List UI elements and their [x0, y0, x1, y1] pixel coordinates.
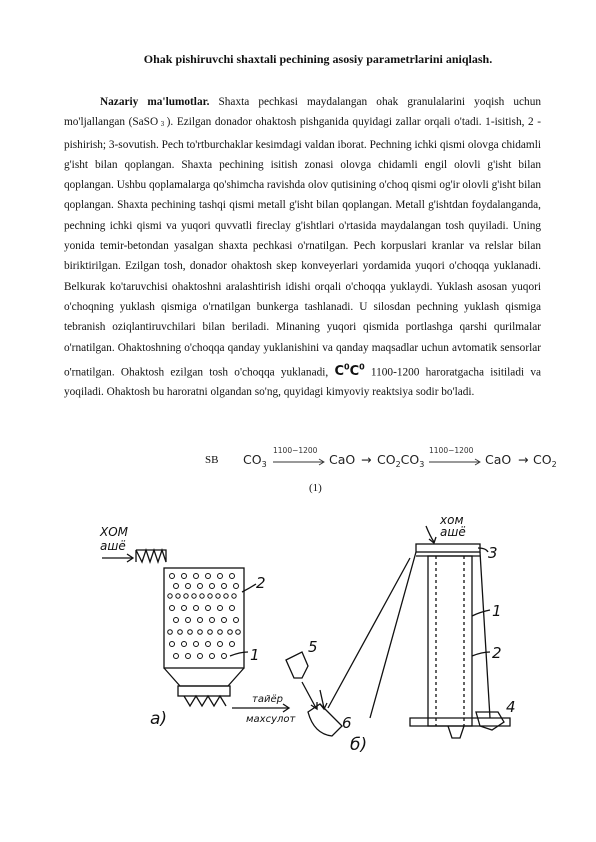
- equation-term-2: CaO: [329, 452, 356, 467]
- leader-1-a: [230, 652, 248, 656]
- feed-hopper-5: [286, 652, 308, 678]
- label-raw-material-a-1: ХОМ: [100, 525, 129, 539]
- feed-arrow-b: [426, 526, 436, 543]
- shaft-hopper-a: [164, 668, 244, 686]
- hopper-arrow-5: [302, 682, 317, 709]
- discharge-box-a: [178, 686, 230, 696]
- degree-celsius-symbol: $C^0C^0$: [334, 362, 365, 380]
- paragraph-text-a: Shaxta pechkasi maydalangan ohak granulalarini yoqish uchun mo'ljallangan (SaSO: [64, 96, 541, 129]
- discharge-feeder-a: [184, 696, 226, 706]
- label-ready: тайёр: [252, 694, 283, 705]
- callout-1-b: 1: [492, 602, 502, 620]
- callout-2-b: 2: [492, 644, 502, 662]
- equation-term-3: $CO_2CO_3$: [377, 452, 425, 469]
- kiln-diagram: [80, 512, 550, 772]
- label-raw-material-b-1: хом: [440, 513, 464, 527]
- equation-term-5: $CO_2$: [533, 452, 557, 469]
- document-title: Ohak pishiruvchi shaxtali pechining asosiy parametrlarini aniqlash.: [143, 52, 493, 66]
- paragraph-text-b: ). Ezilgan donador ohaktosh pishganida quyidagi zallar orqali o'tadi. 1-isitish, 2 - pishirish; 3-sovutish. Pech to'rtburchaklar kesimdagi valdan iborat. Pechning ichki qismi olovga chidamli g'isht bilan qoplangan. Shaxta pechining isitish zonasi olovga chidamli engil olovli g'isht bilan qoplangan. Ushbu qoplamalarga qo'shimcha ravishda olov qutisining o'choq qismi og'ir olovli g'isht bilan qoplangan. Shaxta pechining tashqi qismi metall g'isht bilan qoplangan. Metall g'ishtdan foydalanganda, pechning ichki qismi va yuqori quvvatli fireclay g'ishtlari o'rtasida maydalangan tosh quyiladi. Uning yonida temir-betondan yasalgan shaxta pechkasi o'rnatilgan. Pech korpuslari kranlar va relslar bilan biriktirilgan. Ezilgan tosh, donador ohaktosh skep konveyerlari yordamida yuqori o'choqqa yuklanadi. Belkurak ko'taruvchisi ohaktoshni aralashtirish idishi orqali o'choqqa yuklaydi. Yuklash asosan yuqori o'choqning yuklash qismiga o'rnatilgan bunkerga tashlanadi. U silosdan pechning yuklash qismiga tebranish oziqlantiruvchilari bilan beriladi. Minaning yuqori qismida portlashga qarshi qurilmalar o'rnatilgan. Ohaktoshning o'choqqa qanday yuklanishini va qanday maqsadlar uchun avtomatik sensorlar o'rnatilgan. Ohaktosh ezilgan tosh o'choqqa yuklanadi,: [64, 116, 542, 379]
- equation-prefix: SB: [205, 454, 219, 466]
- leader-1-b: [472, 610, 490, 616]
- product-arrow-a: [232, 704, 289, 712]
- callout-6: 6: [342, 714, 352, 732]
- callout-5: 5: [308, 638, 318, 656]
- callout-4: 4: [506, 698, 516, 716]
- equation-term-1: $CO_3$: [243, 452, 267, 469]
- chemical-equation: SB $CO_3$ 1100−1200 CaO → $CO_2CO_3$ 1100−1200 CaO → $CO_2$: [205, 446, 557, 469]
- theory-paragraph: [64, 92, 541, 403]
- part-label-a: а): [150, 709, 168, 729]
- paragraph-text-end: 1100-1200 haroratgacha isitiladi va yoqiladi. Ohaktosh bu haroratni olgandan so'ng, quyidagi kimyoviy reaktsiya sodir bo'ladi.: [64, 366, 541, 399]
- callout-3: 3: [488, 544, 498, 562]
- leader-2-b: [472, 652, 490, 656]
- part-label-b: б): [350, 735, 368, 755]
- callout-2-a: 2: [256, 574, 266, 592]
- label-raw-material-b-2: ашё: [440, 525, 466, 539]
- equation-arrow-2: →: [361, 452, 372, 467]
- label-raw-material-a-2: ашё: [100, 539, 126, 553]
- limestone-granules-a: [168, 574, 241, 659]
- vibrating-feeder-a: [136, 550, 166, 562]
- kiln-outlet-b: [448, 726, 464, 738]
- equation-term-4: CaO: [485, 452, 512, 467]
- callout-1-a: 1: [250, 646, 260, 664]
- kiln-base-b: [410, 718, 510, 726]
- feed-arrow-a: [102, 554, 133, 562]
- hopper-arrow-5b: [320, 690, 327, 709]
- skip-bucket-b: [308, 704, 342, 736]
- kiln-shaft-b: [428, 556, 472, 726]
- kiln-top-cap-b: [416, 544, 480, 552]
- paragraph-subscript: 3: [158, 120, 167, 129]
- equation-arrow-4: →: [518, 452, 529, 467]
- paragraph-lead: Nazariy ma'lumotlar.: [100, 96, 210, 108]
- skip-rail-b: [328, 558, 410, 708]
- equation-number: (1): [309, 482, 322, 494]
- label-product: махсулот: [246, 714, 296, 725]
